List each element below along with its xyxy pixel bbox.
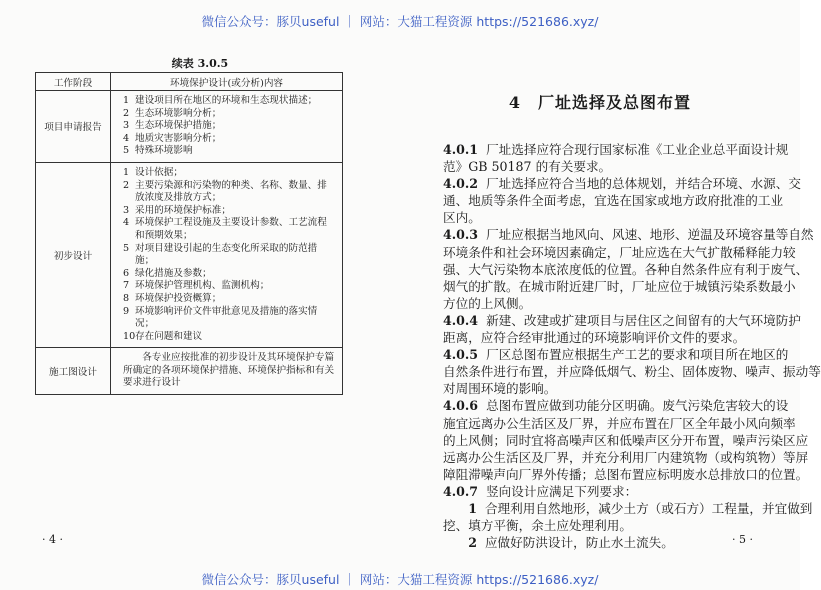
stage-cell: 施工图设计 (36, 348, 111, 395)
list-item (123, 120, 336, 133)
content-cell: 各专业应按批准的初步设计及其环境保护专篇所确定的各项环境保护措施、环境保护指标和有关要求进行设计 (111, 348, 343, 395)
clause-line (443, 261, 809, 278)
clause-text: 竖向设计应满足下列要求： (486, 483, 638, 499)
clause-number: 4.0.5 (443, 347, 479, 363)
item-number: 10 (123, 330, 136, 342)
item-number: 1 (123, 95, 130, 106)
list-item (123, 280, 336, 293)
table-row (36, 348, 343, 395)
clause-number: 4.0.3 (443, 227, 479, 243)
clause-line (443, 244, 796, 261)
clause-line (443, 141, 789, 158)
clause-text: 施宜远离办公生活区及厂界，并应布置在厂区全年最小风向频率 (443, 415, 796, 431)
item-number: 1 (123, 166, 130, 178)
item-number: 1 (468, 500, 477, 516)
clause-line (443, 329, 758, 346)
item-text: 主要污染源和污染物的种类、名称、数量、排放浓度及排放方式； (135, 179, 327, 204)
item-number: 9 (123, 305, 130, 317)
clause-text: 自然条件进行布置，并应降低烟气、粉尘、固体废物、噪声、振动等 (443, 364, 821, 380)
clause-line (443, 363, 821, 380)
clause-text: 新建、改建或扩建项目与居住区之间留有的大气环境防护 (486, 312, 801, 328)
list-item (123, 180, 336, 205)
item-text: 环境保护投资概算； (135, 292, 222, 304)
item-text: 环境保护工程设施及主要设计参数、工艺流程和预期效果； (135, 217, 327, 241)
item-number: 7 (123, 280, 130, 292)
list-item (123, 268, 336, 281)
list-item (123, 145, 336, 158)
item-number: 5 (123, 242, 130, 254)
header-content: 环境保护设计(或分析)内容 (111, 73, 343, 91)
watermark-bottom: 微信公众号：豚贝useful ｜ 网站：大猫工程资源 https://521686.xyz/ (201, 572, 599, 587)
clause-text: 的上风侧；同时宜将高噪声区和低噪声区分开布置，噪声污染区应 (443, 432, 809, 448)
watermark-top: 微信公众号：豚贝useful ｜ 网站：大猫工程资源 https://521686.xyz/ (201, 14, 599, 29)
item-number: 5 (123, 145, 130, 157)
item-text: 环境影响评价文件审批意见及措施的落实情况； (135, 305, 318, 330)
item-text: 地质灾害影响分析； (135, 132, 222, 144)
clause-text: 强、大气污染物本底浓度低的位置。各种自然条件应有利于废气、 (443, 261, 809, 277)
stage-cell: 项目申请报告 (36, 91, 111, 163)
item-text: 挖、填方平衡，余土应处理利用。 (443, 518, 632, 534)
clause (443, 175, 801, 226)
item-line (443, 500, 813, 517)
clause-text: 厂址应根据当地风向、风速、地形、逆温及环境容量等自然 (486, 227, 814, 243)
clause-text: 厂址选择应符合现行国家标准《工业企业总平面设计规 (486, 142, 789, 157)
clauses (443, 141, 821, 551)
chapter-title: 4 厂址选择及总图布置 (508, 93, 692, 112)
item-text: 应做好防洪设计，防止水土流失。 (484, 535, 674, 551)
clause-text: 区内。 (443, 210, 481, 226)
list-item (123, 243, 336, 268)
table-header-row (36, 73, 343, 91)
item-number: 4 (123, 132, 130, 144)
list-item (123, 306, 336, 331)
item-line (443, 534, 758, 551)
list-item (123, 95, 336, 108)
clause-line (443, 449, 809, 466)
clause-number: 4.0.7 (443, 483, 479, 499)
clause-text: 障阻滞噪声向厂界外传播；总图布置应标明废水总排放口的位置。 (443, 466, 809, 482)
page-number-left: · 4 · (42, 533, 63, 546)
table-row (36, 162, 343, 347)
clause-text: 总图布置应做到功能分区明确。废气污染危害较大的设 (486, 398, 789, 414)
clause (443, 312, 801, 346)
item-text: 存在问题和建议 (135, 330, 203, 342)
clause-number: 4.0.1 (443, 142, 479, 157)
item-text: 环境保护管理机构、监测机构； (135, 280, 270, 292)
item-number: 2 (123, 179, 130, 191)
clause-line (443, 175, 801, 192)
item-text: 合理利用自然地形，减少土方（或石方）工程量，并宜做到 (484, 500, 813, 516)
content-cell (111, 91, 343, 163)
clause-text: 方位的上风侧。 (443, 295, 532, 311)
table-caption: 续表 3.0.5 (171, 57, 229, 70)
clause-line (443, 158, 758, 175)
item-number: 8 (123, 292, 130, 304)
clause-line (443, 346, 789, 363)
item-number: 4 (123, 217, 130, 229)
item-number: 6 (123, 267, 130, 279)
clause-number: 4.0.2 (443, 176, 479, 192)
clause-line (443, 192, 784, 209)
clause-line (443, 466, 809, 483)
stage-cell: 初步设计 (36, 162, 111, 347)
clause-line (443, 483, 758, 500)
clause-line (443, 226, 814, 243)
clause-line (443, 209, 758, 226)
clause-text: 烟气的扩散。在城市附近建厂时，厂址应位于城镇污染系数最小 (443, 278, 796, 294)
environment-design-table (35, 72, 343, 395)
clause-line (443, 397, 789, 414)
clause-line (443, 295, 758, 312)
item-text: 生态环境保护措施； (135, 120, 222, 132)
clause (443, 483, 758, 500)
clause-text: 远离办公生活区及厂界，并充分利用厂内建筑物（或构筑物）等屏 (443, 449, 809, 465)
list-item (123, 331, 336, 344)
clause-text: 对周围环境的影响。 (443, 381, 557, 397)
clause-text: 范》GB 50187 的有关要求。 (443, 159, 612, 175)
clause-line (443, 312, 801, 329)
clause (443, 346, 821, 397)
clause-line (443, 278, 796, 295)
clause-text: 距离，应符合经审批通过的环境影响评价文件的要求。 (443, 330, 746, 346)
clause-text: 通、地质等条件全面考虑，宜选在国家或地方政府批准的工业 (443, 193, 784, 209)
clause-line (443, 415, 796, 432)
item-text: 设计依据； (135, 166, 183, 178)
clause-text: 环境条件和社会环境因素确定，厂址应选在大气扩散稀释能力较 (443, 244, 796, 260)
item-number: 3 (123, 120, 130, 132)
table-row (36, 91, 343, 163)
list-item (123, 217, 336, 242)
clause-line (443, 380, 758, 397)
item-number: 2 (123, 107, 130, 119)
item-text: 特殊环境影响 (135, 145, 193, 157)
item-text: 生态环境影响分析； (135, 107, 222, 119)
clause-line (443, 432, 809, 449)
header-stage: 工作阶段 (36, 73, 111, 91)
list-item (123, 108, 336, 121)
clause (443, 226, 814, 311)
clause (443, 397, 809, 482)
list-item (123, 293, 336, 306)
list-item (123, 133, 336, 146)
clause-text: 厂址选择应符合当地的总体规划，并结合环境、水源、交 (486, 176, 801, 192)
clause (443, 141, 789, 175)
clause-number: 4.0.4 (443, 312, 479, 328)
item-text: 建设项目所在地区的环境和生态现状描述； (135, 95, 318, 106)
item-number: 2 (468, 535, 477, 551)
content-cell (111, 162, 343, 347)
item-text: 绿化措施及参数； (135, 267, 212, 279)
clause-text: 厂区总图布置应根据生产工艺的要求和项目所在地区的 (486, 347, 789, 363)
list-item (443, 534, 758, 551)
page-number-right: · 5 · (732, 533, 753, 546)
clause-number: 4.0.6 (443, 398, 479, 414)
item-text: 对项目建设引起的生态变化所采取的防范措施； (135, 242, 318, 267)
list-item (443, 500, 813, 534)
item-number: 3 (123, 204, 130, 216)
item-line (443, 517, 758, 534)
list-item (123, 205, 336, 218)
list-item (123, 167, 336, 180)
item-text: 采用的环境保护标准； (135, 204, 231, 216)
